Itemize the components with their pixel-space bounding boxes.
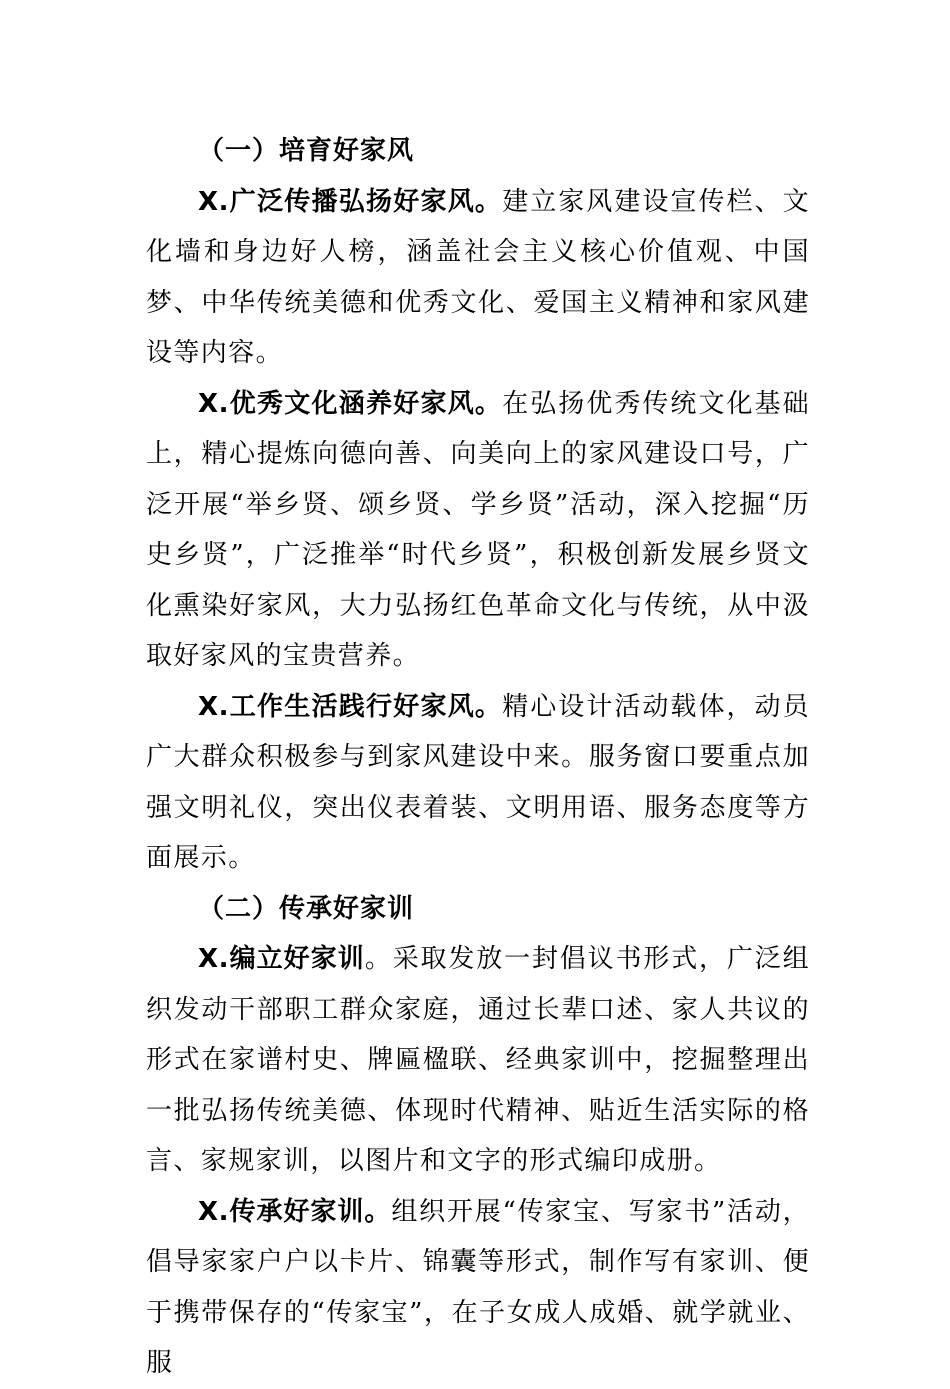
paragraph-body: 建立家风建设宣传栏、文化墙和身边好人榜，涵盖社会主义核心价值观、中国梦、中华传统美德和优秀文化、爱国主义精神和家风建设等内容。 [146, 186, 811, 368]
paragraph-lead: X.编立好家训 [198, 944, 365, 974]
paragraph-body: 组织开展“传家宝、写家书”活动，倡导家家户户以卡片、锦囊等形式，制作写有家训、便于携带保存的“传家宝”，在子女成人成婚、就学就业、服 [146, 1196, 810, 1378]
paragraph [146, 379, 810, 682]
paragraph-body: 在弘扬优秀传统文化基础上，精心提炼向德向善、向美向上的家风建设口号，广泛开展“举乡贤、颂乡贤、学乡贤”活动，深入挖掘“历史乡贤”，广泛推举“时代乡贤”，积极创新发展乡贤文化熏染好家风，大力弘扬红色革命文化与传统，从中汲取好家风的宝贵营养。 [146, 388, 811, 671]
section-heading: （一）培育好家风 [198, 136, 415, 166]
section-heading: （二）传承好家训 [198, 893, 415, 924]
paragraph-lead: X.优秀文化涵养好家风。 [198, 388, 503, 419]
paragraph [146, 682, 810, 884]
paragraph-body: 精心设计活动载体，动员广大群众积极参与到家风建设中来。服务窗口要重点加强文明礼仪，突出仪表着装、文明用语、服务态度等方面展示。 [146, 691, 811, 873]
paragraph-lead: X.工作生活践行好家风。 [198, 691, 503, 722]
paragraph [146, 1187, 810, 1389]
paragraph-lead: X.传承好家训。 [198, 1196, 392, 1227]
paragraph-lead: X.广泛传播弘扬好家风。 [198, 186, 503, 217]
paragraph-body: 。采取发放一封倡议书形式，广泛组织发动干部职工群众家庭，通过长辈口述、家人共议的形式在家谱村史、牌匾楹联、经典家训中，挖掘整理出一批弘扬传统美德、体现时代精神、贴近生活实际的格言、家规家训，以图片和文字的形式编印成册。 [146, 944, 811, 1176]
paragraph [146, 934, 810, 1187]
document-body [146, 126, 810, 1389]
paragraph [146, 177, 810, 379]
